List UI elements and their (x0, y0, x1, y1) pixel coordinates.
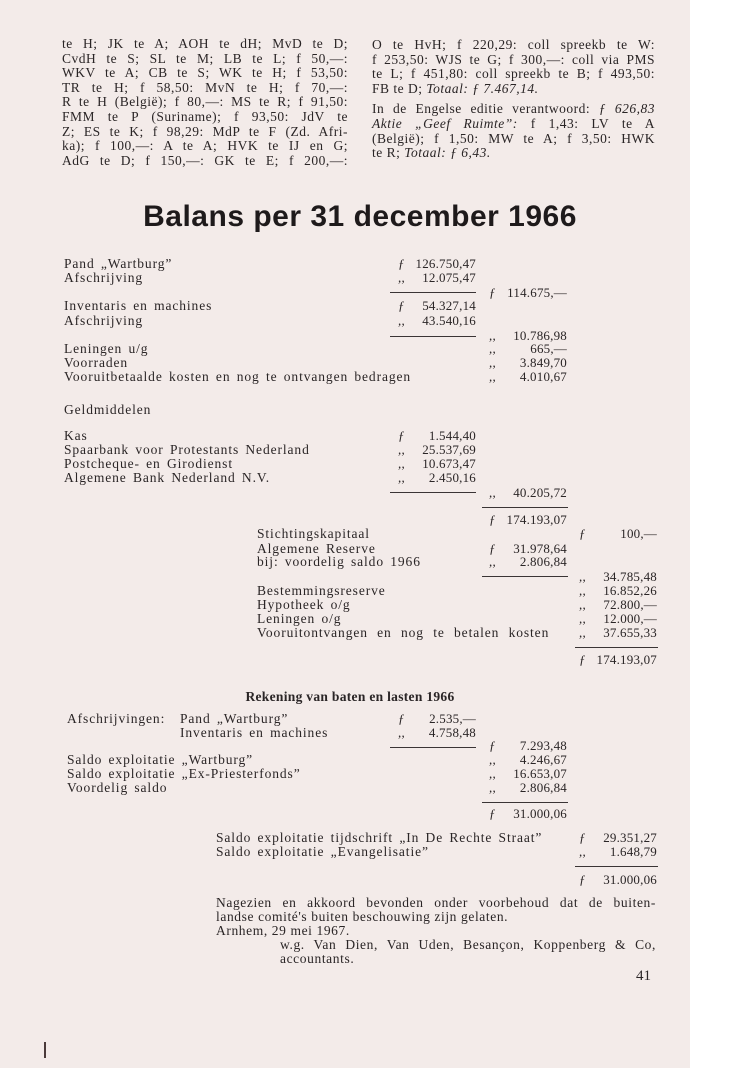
amount-value: 2.806,84 (519, 780, 567, 795)
row-label: Spaarbank voor Protestants Nederland (64, 442, 310, 457)
amount-value: 2.450,16 (428, 470, 476, 485)
amount-value: 43.540,16 (422, 313, 476, 328)
currency-mark: ,, (489, 341, 496, 356)
currency-mark: ƒ (398, 428, 405, 443)
row-label: Hypotheek o/g (257, 597, 351, 612)
currency-mark: ,, (398, 313, 405, 328)
text: te R; (372, 145, 405, 161)
amount-value: 4.246,67 (519, 752, 567, 767)
text: In de Engelse editie verantwoord: (372, 101, 599, 117)
amount-value: 7.293,48 (519, 738, 567, 753)
text-line (372, 102, 655, 117)
section-heading: Geldmiddelen (64, 402, 152, 417)
total-rule (482, 802, 568, 803)
page-number: 41 (636, 968, 651, 984)
currency-mark: ,, (489, 766, 496, 781)
text-line (372, 82, 655, 97)
row-label: Stichtingskapitaal (257, 526, 370, 541)
row-label: Vooruitontvangen en nog te betalen kosten (257, 625, 550, 640)
text-line: FMM te P (Suriname); f 93,50: JdV te (62, 108, 348, 124)
amount-value: 54.327,14 (422, 298, 476, 313)
row-label: Algemene Bank Nederland N.V. (64, 470, 271, 485)
row-label: Algemene Reserve (257, 541, 376, 556)
amount-value: 31.978,64 (513, 541, 567, 556)
amount-value: 12.000,— (603, 611, 657, 626)
row-label: Saldo exploitatie „Wartburg” (67, 752, 254, 767)
amount-value: 114.675,— (507, 285, 567, 300)
currency-mark: ,, (398, 456, 405, 471)
currency-mark: ƒ (489, 541, 496, 556)
text-line: Arnhem, 29 mei 1967. (216, 923, 350, 938)
row-label: Afschrijving (64, 270, 144, 285)
currency-mark: ,, (398, 725, 405, 740)
row-label: Voorraden (64, 355, 129, 370)
total-rule (575, 866, 658, 867)
text-line: te L; f 451,80: coll spreekb te B; f 493,50: (372, 66, 655, 82)
intro-left-column (62, 37, 348, 168)
amount (396, 313, 476, 329)
currency-mark: ƒ (579, 526, 586, 541)
amount-value: 4.758,48 (428, 725, 476, 740)
amount (487, 285, 567, 301)
currency-mark: ƒ (489, 512, 496, 527)
text-line: te H; JK te A; AOH te dH; MvD te D; (62, 36, 348, 51)
currency-mark: ƒ (489, 806, 496, 821)
row-label: Saldo exploitatie „Evangelisatie” (216, 844, 429, 859)
amount (487, 485, 567, 501)
text-line: R te H (België); f 80,—: MS te R; f 91,50: (62, 94, 348, 110)
row-label: bij: voordelig saldo 1966 (257, 554, 421, 569)
amount-value: 37.655,33 (603, 625, 657, 640)
row-label: Leningen u/g (64, 341, 149, 356)
amount (577, 526, 657, 542)
currency-mark: ,, (489, 369, 496, 384)
text: f 1,43: LV te A (517, 115, 655, 131)
action-name: Aktie „Geef Ruimte”: (372, 115, 518, 131)
row-label: Pand „Wartburg” (180, 711, 289, 726)
currency-mark: ,, (489, 780, 496, 795)
amount-value: 2.535,— (429, 711, 476, 726)
text-line: TR te H; f 58,50: MvN te H; f 70,—: (62, 79, 348, 95)
amount (396, 298, 476, 314)
amount-value: 25.537,69 (422, 442, 476, 457)
row-label: Vooruitbetaalde kosten en nog te ontvangen bedragen (64, 369, 412, 384)
credit-total (577, 872, 657, 888)
liabilities-total (577, 652, 657, 668)
currency-mark: ƒ (579, 872, 586, 887)
text-line: f 253,50: WJS te G; f 300,—: coll via PMS (372, 51, 655, 67)
text-line: O te HvH; f 220,29: coll spreekb te W: (372, 37, 655, 52)
row-label: Pand „Wartburg” (64, 256, 173, 271)
currency-mark: ,, (579, 569, 586, 584)
amount-value: 2.806,84 (519, 554, 567, 569)
row-label: Postcheque- en Girodienst (64, 456, 233, 471)
row-label: Bestemmingsreserve (257, 583, 386, 598)
row-label: Afschrijvingen: (67, 711, 166, 726)
audit-note (216, 896, 656, 938)
subtotal-rule (390, 492, 476, 493)
amount-value: 10.673,47 (422, 456, 476, 471)
currency-mark: ,, (489, 328, 496, 343)
amount-value: 29.351,27 (603, 830, 657, 845)
amount-value: 34.785,48 (603, 569, 657, 584)
amount (577, 625, 657, 641)
amount-value: 12.075,47 (422, 270, 476, 285)
currency-mark: ,, (398, 270, 405, 285)
total-rule (575, 647, 658, 648)
amount (487, 554, 567, 570)
amount (396, 470, 476, 486)
total-text: Totaal: ƒ 6,43. (404, 145, 491, 161)
row-label: Saldo exploitatie „Ex-Priesterfonds” (67, 766, 301, 781)
amount-value: 174.193,07 (506, 512, 567, 527)
amount-value: 16.653,07 (513, 766, 567, 781)
currency-mark: ,, (398, 442, 405, 457)
text-line: w.g. Van Dien, Van Uden, Besançon, Koppenberg & Co, (280, 937, 656, 952)
text-line (372, 146, 655, 161)
currency-mark: ,, (398, 470, 405, 485)
subtotal-rule (390, 747, 476, 748)
row-label: Afschrijving (64, 313, 144, 328)
amount (487, 369, 567, 385)
amount (487, 780, 567, 796)
subtotal-rule (390, 292, 476, 293)
currency-mark: ,, (579, 611, 586, 626)
row-label: Saldo exploitatie tijdschrift „In De Rechte Straat” (216, 830, 543, 845)
debit-total (487, 806, 567, 822)
amount-value: 72.800,— (603, 597, 657, 612)
amount-value: 3.849,70 (519, 355, 567, 370)
amount-text: ƒ 626,83 (598, 101, 656, 117)
total-text: Totaal: ƒ 7.467,14. (426, 80, 539, 96)
amount-value: 10.786,98 (513, 328, 567, 343)
currency-mark: ,, (579, 844, 586, 859)
amount-value: 31.000,06 (513, 806, 567, 821)
amount-value: 40.205,72 (513, 485, 567, 500)
text-line: WKV te A; CB te S; WK te H; f 53,50: (62, 65, 348, 81)
text-line: CvdH te S; SL te M; LB te L; f 50,—: (62, 50, 348, 66)
amount-value: 16.852,26 (603, 583, 657, 598)
text-line: AdG te D; f 150,—: GK te E; f 200,—: (62, 152, 348, 168)
currency-mark: ,, (489, 485, 496, 500)
amount-value: 100,— (620, 526, 657, 541)
text-line: (België); f 1,50: MW te A; f 3,50: HWK (372, 130, 655, 146)
row-label: Inventaris en machines (64, 298, 213, 313)
currency-mark: ,, (489, 554, 496, 569)
income-title: Rekening van baten en lasten 1966 (245, 689, 455, 704)
assets-total (487, 512, 567, 528)
currency-mark: ƒ (398, 256, 405, 271)
text: FB te D; (372, 80, 427, 96)
text-line: Z; ES te K; f 98,29: MdP te F (Zd. Afri- (62, 123, 348, 139)
row-label: Leningen o/g (257, 611, 342, 626)
currency-mark: ,, (489, 355, 496, 370)
currency-mark: ƒ (489, 738, 496, 753)
intro-right-column (372, 38, 655, 161)
currency-mark: ƒ (579, 652, 586, 667)
amount (396, 270, 476, 286)
text-line: Nagezien en akkoord bevonden onder voorbehoud dat de buiten- (216, 895, 656, 910)
currency-mark: ,, (579, 625, 586, 640)
row-label: Voordelig saldo (67, 780, 168, 795)
amount-value: 665,— (530, 341, 567, 356)
text-line: ka); f 100,—: A te A; HVK te IJ en G; (62, 138, 348, 154)
currency-mark: ƒ (398, 298, 405, 313)
amount-value: 31.000,06 (603, 872, 657, 887)
amount (396, 725, 476, 741)
amount-value: 4.010,67 (519, 369, 567, 384)
amount-value: 1.544,40 (428, 428, 476, 443)
text-line: landse comité's buiten beschouwing zijn gelaten. (216, 909, 509, 924)
currency-mark: ƒ (489, 285, 496, 300)
currency-mark: ƒ (579, 830, 586, 845)
total-rule (482, 507, 568, 508)
subtotal-rule (482, 576, 568, 577)
scan-mark (44, 1042, 46, 1058)
amount (577, 844, 657, 860)
currency-mark: ,, (489, 752, 496, 767)
amount-value: 1.648,79 (609, 844, 657, 859)
text-line: accountants. (280, 951, 355, 966)
signature-block (280, 938, 656, 966)
amount-value: 126.750,47 (415, 256, 476, 271)
currency-mark: ,, (579, 597, 586, 612)
amount-value: 174.193,07 (596, 652, 657, 667)
currency-mark: ,, (579, 583, 586, 598)
balance-title: Balans per 31 december 1966 (143, 200, 577, 233)
row-label: Kas (64, 428, 88, 443)
row-label: Inventaris en machines (180, 725, 329, 740)
currency-mark: ƒ (398, 711, 405, 726)
text-line (372, 117, 655, 132)
subtotal-rule (390, 336, 476, 337)
